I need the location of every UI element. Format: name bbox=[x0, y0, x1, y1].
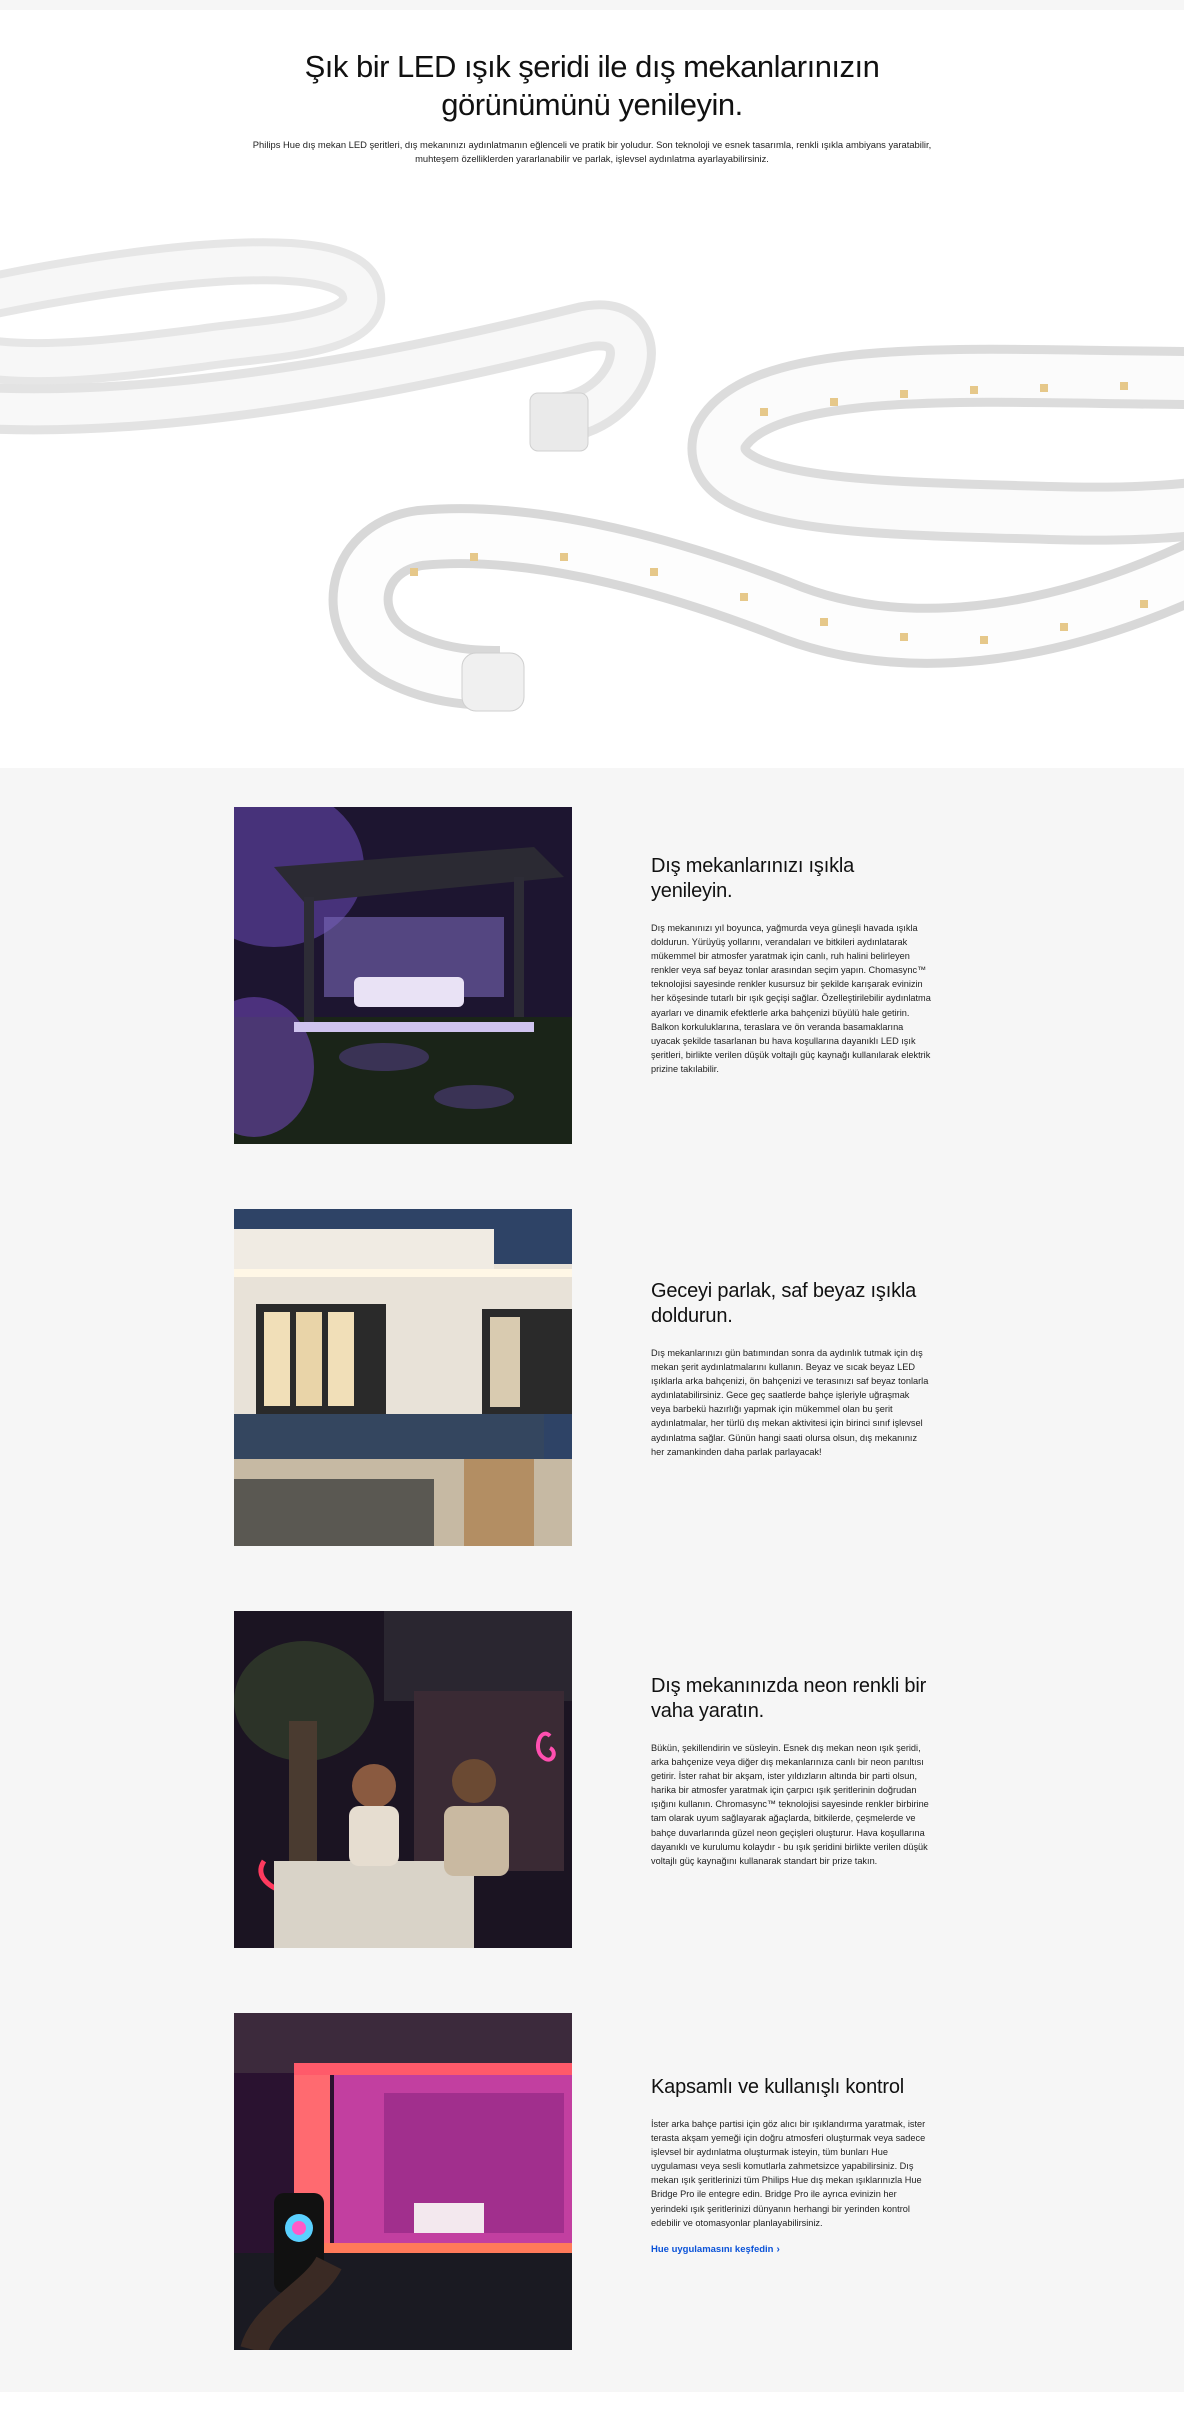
hero-title: Şık bir LED ışık şeridi ile dış mekanlarınızın görünümünü yenileyin. bbox=[304, 49, 880, 122]
feature-4-body: İster arka bahçe partisi için göz alıcı bir ışıklandırma yaratmak, ister terasta akşam yemeği için doğru atmosferi oluşturmak veya sadece işlevsel bir aydınlatma oluşturmak isteyin, tüm bunları Hue uygulaması veya sesli komutlarla zahmetsizce yapabilirsiniz. Dış mekan ışık şeritlerinizi tüm Philips Hue dış mekan ışıklarınızla Hue Bridge Pro ile entegre edin. Bridge Pro ile ayrıca evinizin her yerindeki ışık şeritlerinizi dünyanın herhangi bir yerinden kontrol edebilir ve otomasyonlar planlayabilirsiniz. bbox=[651, 2119, 926, 2228]
hero-description: Philips Hue dış mekan LED şeritleri, dış mekanınızı aydınlatmanın eğlenceli ve pratik bir yoludur. Son teknoloji ve esnek tasarımla, renkli ışıkla ambiyans yaratabilir, muhteşem özelliklerden yararlanabilir ve parlak, işlevsel aydınlatma ayarlayabilirsiniz. bbox=[252, 139, 932, 164]
feature-2-body: Dış mekanlarınızı gün batımından sonra da aydınlık tutmak için dış mekan şerit aydınlatmalarını kullanın. Beyaz ve sıcak beyaz LED ışıklarla arka bahçenizi, ön bahçenizi ve terasınızı saf beyaz tonlarla aydınlatabilirsiniz. Gece geç saatlerde bahçe işleriyle uğraşmak veya barbekü hazırlığı yapmak için mükemmel olan bu şerit aydınlatmalar, her türlü dış mekan aktivitesi için birinci sınıf işlevsel aydınlatma sağlar. Günün hangi saati olursa olsun, dış mekanınız her zamankinden daha parlak parlayacak! bbox=[651, 1348, 929, 1457]
feature-4-title: Kapsamlı ve kullanışlı kontrol bbox=[651, 2076, 905, 2098]
hero-section bbox=[0, 10, 1184, 166]
feature-4-text bbox=[651, 2075, 931, 2257]
feature-2-title: Geceyi parlak, saf beyaz ışıkla doldurun. bbox=[651, 1280, 917, 1327]
feature-1-body: Dış mekanınızı yıl boyunca, yağmurda veya güneşli havada ışıkla doldurun. Yürüyüş yollarını, verandaları ve bitkileri aydınlatarak mükemmel bir atmosfer yaratmak için canlı, ruh halini belirleyen renkler veya saf beyaz tonlar arasından seçim yapın. Chomasync™ teknolojisi sayesinde renkler kusursuz bir şekilde karışarak evinizin her köşesinde tutarlı bir ışık geçişi sağlar. Özelleştirilebilir aydınlatma ayarları ve dinamik efektlerle arka bahçenizi büyülü hale getirin. Balkon korkuluklarına, teraslara ve ön veranda basamaklarına uyacak şekilde tasarlanan bu hava koşullarına dayanıklı LED ışık şeritleri, birlikte verilen düşük voltajlı güç kaynağı kullanılarak elektrik prizine takılabilir. bbox=[651, 923, 931, 1074]
feature-3 bbox=[0, 1611, 1184, 1948]
feature-3-title: Dış mekanınızda neon renkli bir vaha yaratın. bbox=[651, 1675, 927, 1722]
feature-4 bbox=[0, 2013, 1184, 2350]
led-strip-image bbox=[0, 208, 1184, 768]
feature-2-text bbox=[651, 1279, 931, 1459]
explore-hue-app-label: Hue uygulamasını keşfedin bbox=[651, 2243, 774, 2255]
features-section bbox=[0, 768, 1184, 2392]
feature-2 bbox=[0, 1209, 1184, 1546]
feature-3-text bbox=[651, 1674, 931, 1868]
hue-app-terrace-photo bbox=[234, 2013, 572, 2350]
feature-3-body: Bükün, şekillendirin ve süsleyin. Esnek dış mekan neon ışık şeridi, arka bahçenize veya diğer dış mekanlarınıza canlı bir neon parıltısı getirir. İster rahat bir akşam, ister yıldızların altında bir parti olsun, harika bir atmosfer yaratmak için çarpıcı ışık şeritlerinin doğrudan ışığını kullanın. Chromasync™ teknolojisi sayesinde renkler birbirine tam olarak uyum sağlayarak ağaçlarda, bitkilerde, çeşmelerde ve bahçe duvarlarında güzel neon geçişleri oluşturur. Hava koşullarına dayanıklı ve kurulumu kolaydır - bu ışık şeridini birlikte verilen düşük voltajlı güç kaynağını kullanarak standart bir prize takın. bbox=[651, 1743, 929, 1866]
feature-1-title: Dış mekanlarınızı ışıkla yenileyin. bbox=[651, 855, 855, 902]
feature-1 bbox=[0, 807, 1184, 1144]
chevron-right-icon: › bbox=[776, 2243, 780, 2255]
pergola-garden-photo bbox=[234, 807, 572, 1144]
explore-hue-app-link[interactable] bbox=[651, 2244, 780, 2255]
house-facade-photo bbox=[234, 1209, 572, 1546]
top-bar bbox=[0, 0, 1184, 10]
feature-1-text bbox=[651, 854, 931, 1076]
couple-dinner-photo bbox=[234, 1611, 572, 1948]
